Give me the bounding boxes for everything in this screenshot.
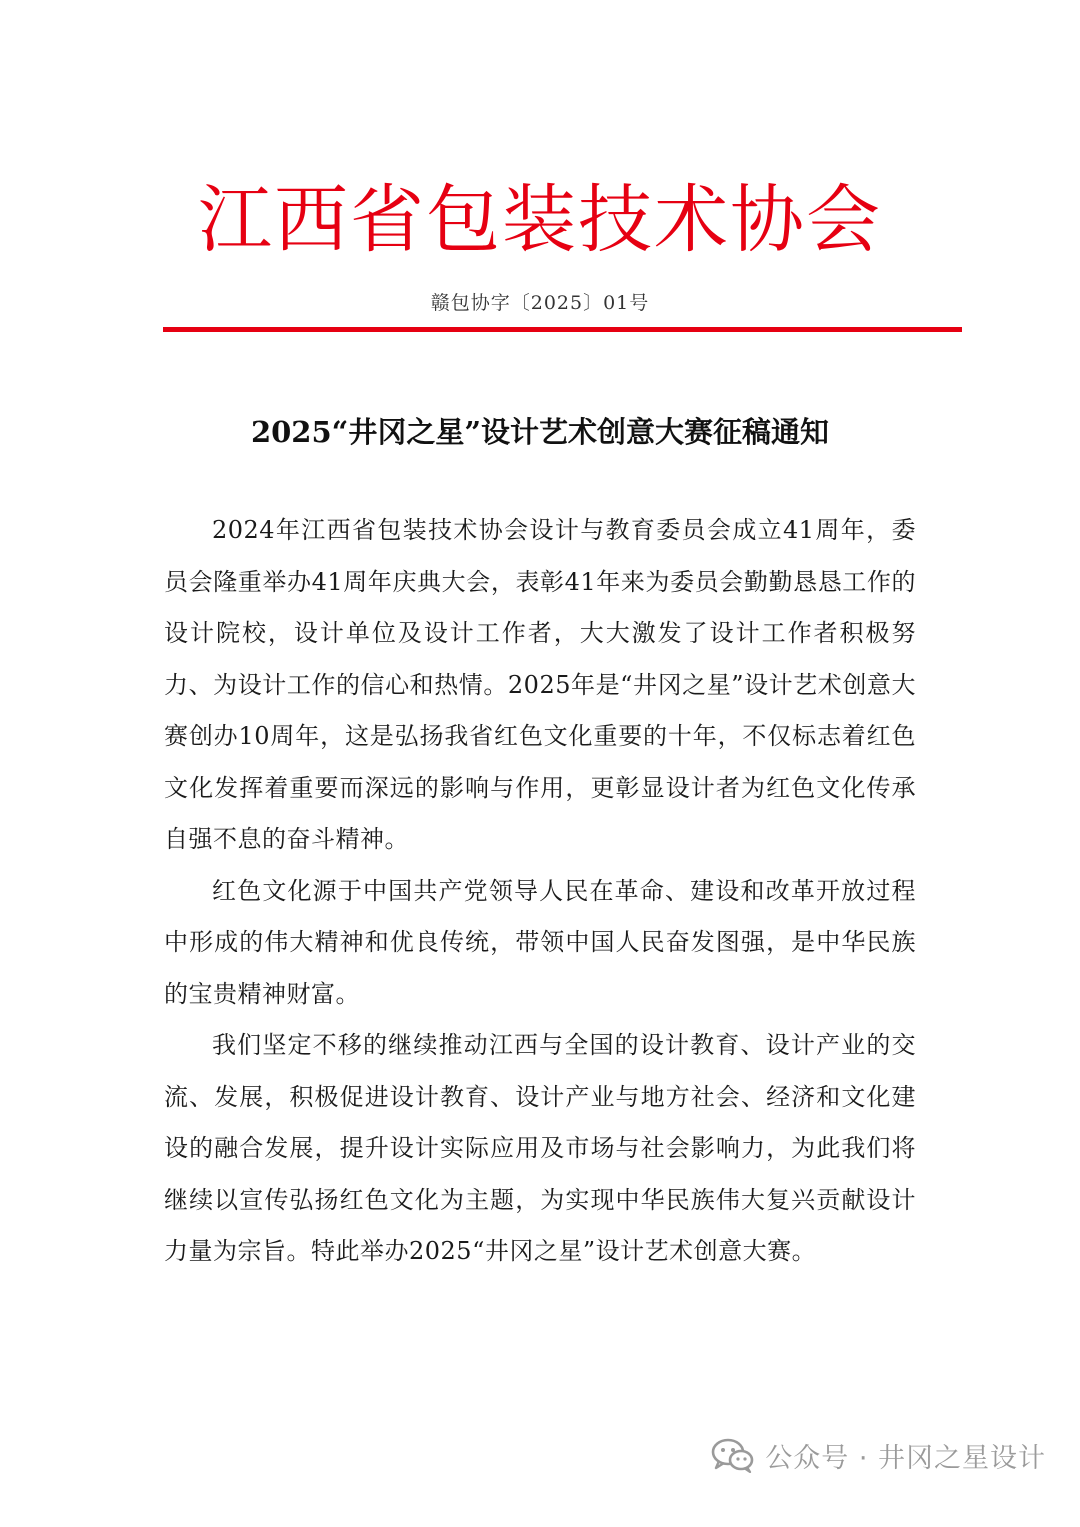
document-number: 赣包协字〔2025〕01号 [430,292,650,314]
notice-body [164,505,916,1278]
body-paragraph-3: 我们坚定不移的继续推动江西与全国的设计教育、设计产业的交流、发展，积极促进设计教育、设计产业与地方社会、经济和文化建设的融合发展，提升设计实际应用及市场与社会影响力，为此我们将继续以宣传弘扬红色文化为主题，为实现中华民族伟大复兴贡献设计力量为宗旨。特此举办2025“井冈之星”设计艺术创意大赛。 [164,1031,916,1265]
watermark-text: 公众号 · 井冈之星设计 [765,1442,1046,1474]
wechat-icon [711,1437,755,1473]
body-paragraph-2: 红色文化源于中国共产党领导人民在革命、建设和改革开放过程中形成的伟大精神和优良传统，带领中国人民奋发图强，是中华民族的宝贵精神财富。 [164,876,916,1008]
red-divider-line [163,327,962,332]
notice-title: 2025“井冈之星”设计艺术创意大赛征稿通知 [250,415,830,449]
wechat-account-watermark [711,1428,1046,1482]
body-paragraph-1: 2024年江西省包装技术协会设计与教育委员会成立41周年，委员会隆重举办41周年庆典大会，表彰41年来为委员会勤勤恳恳工作的设计院校，设计单位及设计工作者，大大激发了设计工作者积极努力、为设计工作的信心和热情。2025年是“井冈之星”设计艺术创意大赛创办10周年，这是弘扬我省红色文化重要的十年，不仅标志着红色文化发挥着重要而深远的影响与作用，更彰显设计者为红色文化传承自强不息的奋斗精神。 [164,516,916,853]
org-name-heading: 江西省包装技术协会 [198,177,882,263]
